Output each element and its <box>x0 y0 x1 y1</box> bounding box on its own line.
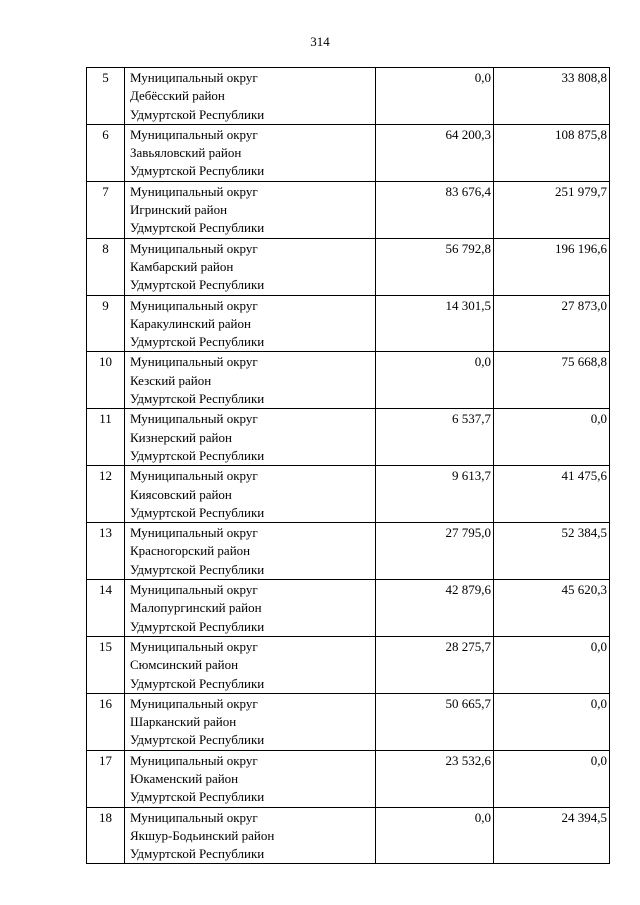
value-column-2: 24 394,5 <box>494 807 610 864</box>
table-row <box>87 636 610 693</box>
table-row <box>87 466 610 523</box>
district-name-line: Удмуртской Республики <box>130 277 265 293</box>
district-name-line: Дебёсский район <box>130 88 225 104</box>
district-name-line: Удмуртской Республики <box>130 334 265 350</box>
district-name-line: Муниципальный округ <box>130 638 258 654</box>
table-row <box>87 409 610 466</box>
district-name-line: Удмуртской Республики <box>130 618 265 634</box>
district-name-line: Муниципальный округ <box>130 240 258 256</box>
row-number: 8 <box>87 238 125 295</box>
value-column-1: 6 537,7 <box>376 409 494 466</box>
district-name-line: Удмуртской Республики <box>130 447 265 463</box>
district-name <box>125 636 376 693</box>
district-name-line: Удмуртской Республики <box>130 561 265 577</box>
district-name-line: Удмуртской Республики <box>130 220 265 236</box>
value-column-2: 196 196,6 <box>494 238 610 295</box>
table-body <box>87 68 610 864</box>
district-name-line: Красногорский район <box>130 543 251 559</box>
district-name-line: Муниципальный округ <box>130 297 258 313</box>
value-column-2: 0,0 <box>494 750 610 807</box>
table-row <box>87 352 610 409</box>
row-number: 10 <box>87 352 125 409</box>
table-row <box>87 580 610 637</box>
district-name-line: Муниципальный округ <box>130 126 258 142</box>
district-name-line: Удмуртской Республики <box>130 106 265 122</box>
value-column-2: 45 620,3 <box>494 580 610 637</box>
district-name-line: Камбарский район <box>130 258 234 274</box>
district-name <box>125 523 376 580</box>
district-name-line: Муниципальный округ <box>130 411 258 427</box>
row-number: 11 <box>87 409 125 466</box>
district-name-line: Муниципальный округ <box>130 525 258 541</box>
district-name <box>125 68 376 125</box>
district-name-line: Шарканский район <box>130 714 237 730</box>
district-name <box>125 409 376 466</box>
district-name <box>125 693 376 750</box>
value-column-1: 83 676,4 <box>376 181 494 238</box>
district-name-line: Киясовский район <box>130 486 232 502</box>
district-name-line: Удмуртской Республики <box>130 846 265 862</box>
row-number: 13 <box>87 523 125 580</box>
value-column-2: 108 875,8 <box>494 124 610 181</box>
value-column-2: 0,0 <box>494 636 610 693</box>
row-number: 12 <box>87 466 125 523</box>
district-name-line: Муниципальный округ <box>130 809 258 825</box>
row-number: 16 <box>87 693 125 750</box>
table-row <box>87 295 610 352</box>
budget-table <box>86 67 610 864</box>
row-number: 18 <box>87 807 125 864</box>
district-name-line: Удмуртской Республики <box>130 163 265 179</box>
district-name <box>125 807 376 864</box>
district-name-line: Завьяловский район <box>130 145 242 161</box>
district-name-line: Малопургинский район <box>130 600 262 616</box>
district-name-line: Кезский район <box>130 372 212 388</box>
table-row <box>87 807 610 864</box>
table-row <box>87 181 610 238</box>
value-column-1: 0,0 <box>376 352 494 409</box>
district-name-line: Муниципальный округ <box>130 70 258 85</box>
value-column-2: 0,0 <box>494 693 610 750</box>
table-row <box>87 124 610 181</box>
district-name-line: Удмуртской Республики <box>130 789 265 805</box>
district-name <box>125 181 376 238</box>
district-name-line: Удмуртской Республики <box>130 391 265 407</box>
district-name <box>125 466 376 523</box>
value-column-2: 251 979,7 <box>494 181 610 238</box>
district-name-line: Удмуртской Республики <box>130 732 265 748</box>
value-column-2: 41 475,6 <box>494 466 610 523</box>
district-name <box>125 124 376 181</box>
district-name-line: Каракулинский район <box>130 315 251 331</box>
value-column-1: 27 795,0 <box>376 523 494 580</box>
district-name-line: Муниципальный округ <box>130 468 258 484</box>
district-name <box>125 295 376 352</box>
value-column-1: 14 301,5 <box>376 295 494 352</box>
district-name-line: Муниципальный округ <box>130 354 258 370</box>
value-column-1: 42 879,6 <box>376 580 494 637</box>
table-row <box>87 68 610 125</box>
district-name-line: Игринский район <box>130 202 228 218</box>
value-column-1: 56 792,8 <box>376 238 494 295</box>
table-row <box>87 693 610 750</box>
table-row <box>87 238 610 295</box>
table-row <box>87 523 610 580</box>
district-name <box>125 580 376 637</box>
district-name-line: Кизнерский район <box>130 429 232 445</box>
row-number: 6 <box>87 124 125 181</box>
page-number: 314 <box>310 34 330 49</box>
district-name-line: Юкаменский район <box>130 770 239 786</box>
row-number: 7 <box>87 181 125 238</box>
value-column-1: 64 200,3 <box>376 124 494 181</box>
row-number: 14 <box>87 580 125 637</box>
row-number: 15 <box>87 636 125 693</box>
value-column-1: 9 613,7 <box>376 466 494 523</box>
table-row <box>87 750 610 807</box>
district-name <box>125 750 376 807</box>
value-column-2: 27 873,0 <box>494 295 610 352</box>
value-column-1: 0,0 <box>376 807 494 864</box>
district-name-line: Удмуртской Республики <box>130 675 265 691</box>
district-name <box>125 352 376 409</box>
value-column-1: 0,0 <box>376 68 494 125</box>
row-number: 17 <box>87 750 125 807</box>
district-name-line: Муниципальный округ <box>130 752 258 768</box>
district-name <box>125 238 376 295</box>
district-name-line: Удмуртской Республики <box>130 504 265 520</box>
district-name-line: Муниципальный округ <box>130 695 258 711</box>
value-column-2: 33 808,8 <box>494 68 610 125</box>
value-column-2: 75 668,8 <box>494 352 610 409</box>
district-name-line: Муниципальный округ <box>130 183 258 199</box>
value-column-2: 52 384,5 <box>494 523 610 580</box>
district-name-line: Муниципальный округ <box>130 582 258 598</box>
row-number: 5 <box>87 68 125 125</box>
value-column-1: 50 665,7 <box>376 693 494 750</box>
district-name-line: Якшур-Бодьинский район <box>130 827 275 843</box>
value-column-1: 28 275,7 <box>376 636 494 693</box>
value-column-2: 0,0 <box>494 409 610 466</box>
row-number: 9 <box>87 295 125 352</box>
district-name-line: Сюмсинский район <box>130 657 239 673</box>
value-column-1: 23 532,6 <box>376 750 494 807</box>
